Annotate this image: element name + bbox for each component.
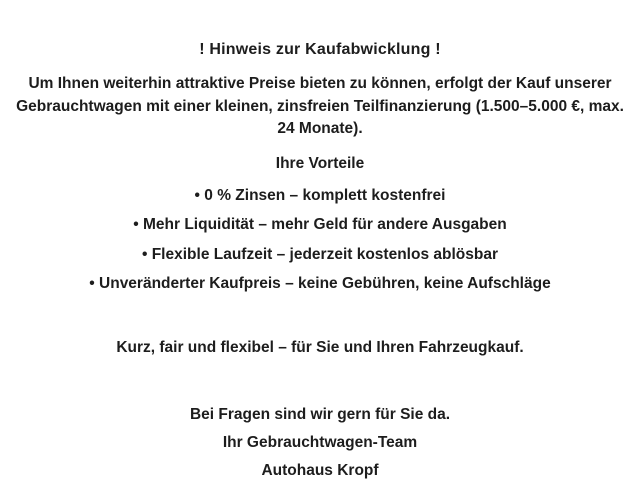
notice-intro-paragraph: Um Ihnen weiterhin attraktive Preise bieten zu können, erfolgt der Kauf unserer Gebrauchtwagen mit einer kleinen, zinsfreien Teilfinanzierung (1.500–5.000 €, max. 24 Monate).	[16, 75, 624, 137]
benefit-item-laufzeit: • Flexible Laufzeit – jederzeit kostenlos ablösbar	[141, 245, 498, 263]
benefit-item-kaufpreis: • Unveränderter Kaufpreis – keine Gebühren, keine Aufschläge	[89, 275, 551, 292]
closing-dealer-name: Autohaus Kropf	[261, 462, 379, 479]
benefits-heading: Ihre Vorteile	[275, 154, 365, 172]
benefit-item-liquiditaet: • Mehr Liquidität – mehr Geld für andere Ausgaben	[133, 216, 507, 233]
summary-line: Kurz, fair und flexibel – für Sie und Ihren Fahrzeugkauf.	[116, 339, 524, 356]
benefit-item-zinsen: • 0 % Zinsen – komplett kostenfrei	[194, 186, 446, 204]
closing-contact-line: Bei Fragen sind wir gern für Sie da.	[189, 406, 451, 423]
closing-block	[8, 405, 632, 480]
closing-team-line: Ihr Gebrauchtwagen-Team	[222, 434, 418, 451]
notice-title: ! Hinweis zur Kaufabwicklung !	[199, 41, 441, 58]
benefits-list	[8, 186, 632, 295]
